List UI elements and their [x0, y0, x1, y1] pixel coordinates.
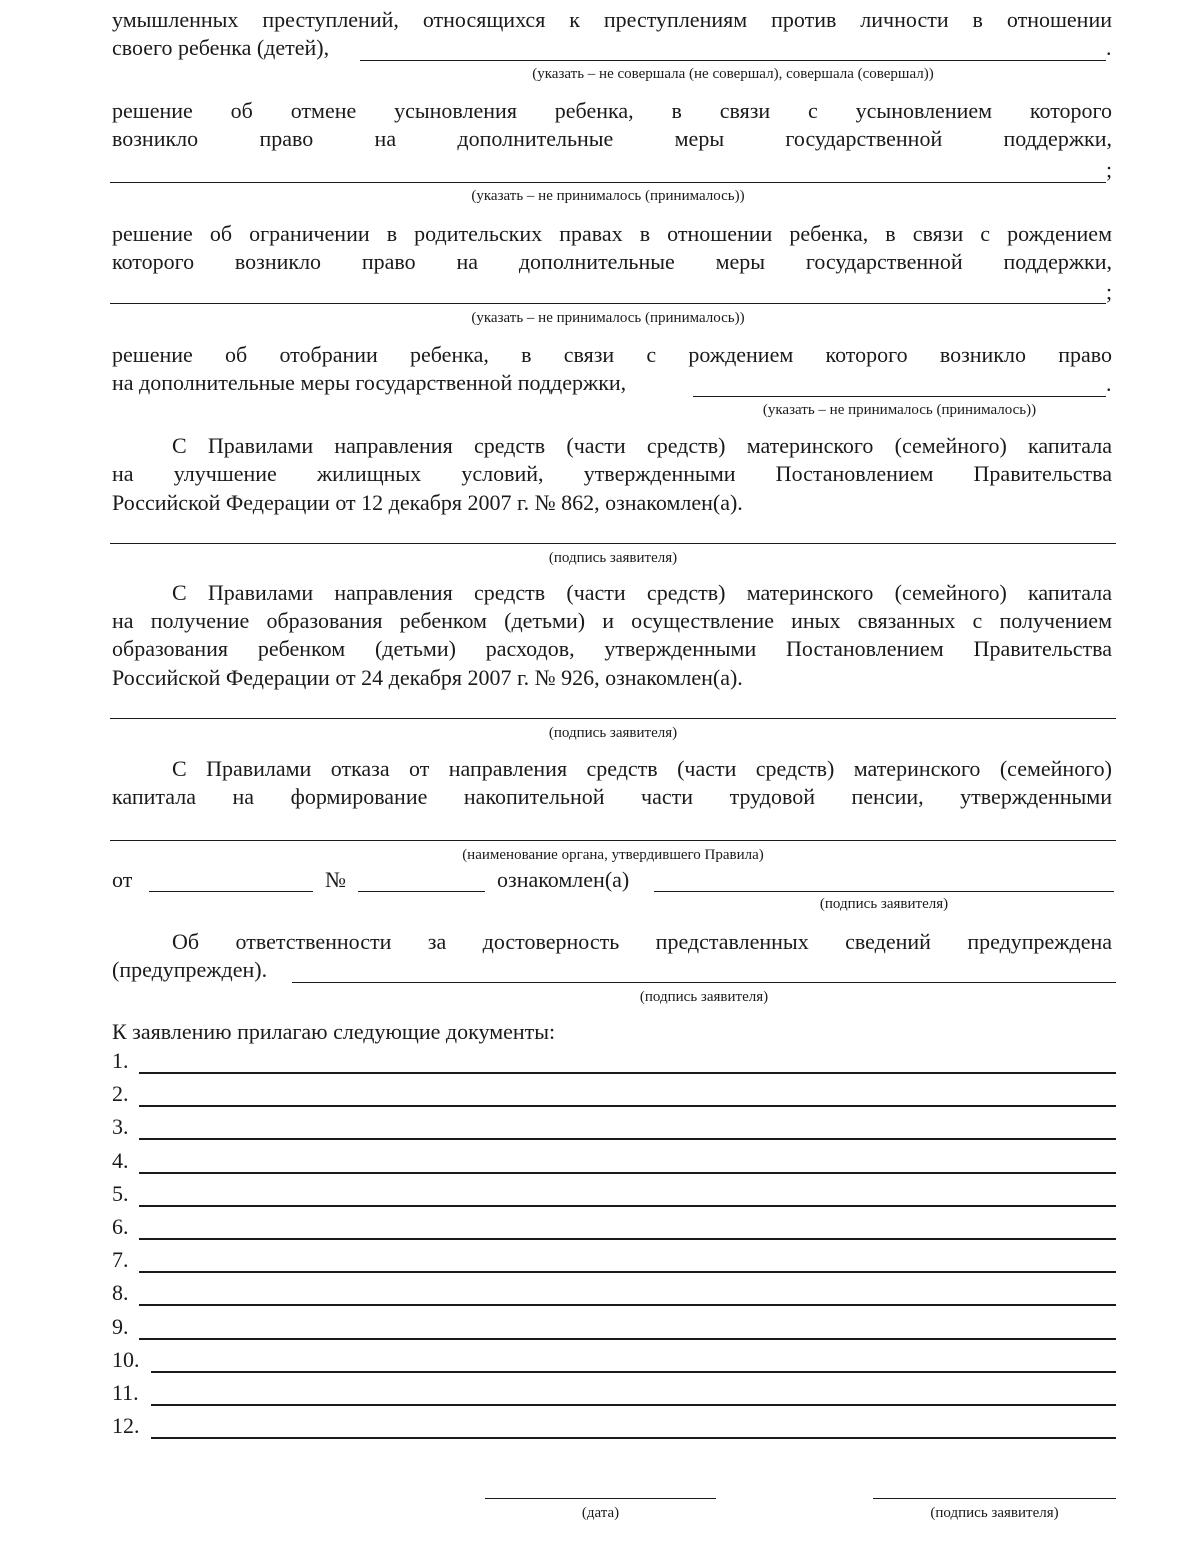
pension-date-field[interactable]	[149, 891, 313, 892]
pension-number-label: №	[325, 867, 346, 892]
rules862-signature-field[interactable]	[110, 543, 1116, 544]
rules926-signature-field[interactable]	[110, 718, 1116, 719]
pension-line1: С Правилами отказа от направления средств (части средств) материнского (семейного)	[172, 756, 1112, 781]
responsibility-signature-field[interactable]	[292, 982, 1116, 983]
section1-caption: (указать – не совершала (не совершал), совершала (совершал))	[532, 66, 934, 82]
attachment-number: 1.	[112, 1048, 129, 1073]
attachment-line-field[interactable]	[139, 1172, 1116, 1174]
rules862-line1: С Правилами направления средств (части средств) материнского (семейного) капитала	[172, 433, 1112, 458]
pension-from-label: от	[112, 867, 133, 892]
attachment-number: 4.	[112, 1147, 129, 1173]
attachment-line-field[interactable]	[139, 1105, 1116, 1107]
date-field[interactable]	[485, 1498, 716, 1499]
attachment-line-field[interactable]	[151, 1371, 1116, 1373]
pension-signature-field[interactable]	[654, 891, 1114, 892]
section1-line1: умышленных преступлений, относящихся к преступлениям против личности в отношении	[112, 7, 1112, 32]
section2-line1: решение об отмене усыновления ребенка, в связи с усыновлением которого	[112, 98, 1112, 123]
attachment-line-field[interactable]	[139, 1304, 1116, 1306]
pension-organ-field[interactable]	[110, 840, 1116, 841]
attachment-number: 6.	[112, 1214, 129, 1239]
section1-line2: своего ребенка (детей),	[112, 35, 330, 60]
section1-answer-field[interactable]	[360, 60, 1106, 61]
attachment-number: 9.	[112, 1313, 129, 1339]
final-signature-caption: (подпись заявителя)	[930, 1505, 1059, 1521]
rules862-line2: на улучшение жилищных условий, утвержденными Постановлением Правительства	[112, 461, 1112, 486]
attachment-line-field[interactable]	[139, 1205, 1116, 1207]
section4-line1: решение об отобрании ребенка, в связи с рождением которого возникло право	[112, 342, 1112, 367]
rules926-line3: образования ребенком (детьми) расходов, утвержденными Постановлением Правительства	[112, 636, 1112, 661]
section4-answer-field[interactable]	[693, 396, 1106, 397]
section4-line2: на дополнительные меры государственной поддержки,	[112, 370, 627, 395]
rules862-caption: (подпись заявителя)	[548, 550, 678, 566]
pension-number-field[interactable]	[358, 891, 485, 892]
section2-answer-field[interactable]	[110, 182, 1106, 183]
section1-end-mark: .	[1106, 35, 1112, 60]
attachment-number: 2.	[112, 1081, 129, 1107]
section4-caption: (указать – не принималось (принималось))	[762, 402, 1037, 418]
attachment-line-field[interactable]	[139, 1238, 1116, 1240]
pension-line2: капитала на формирование накопительной части трудовой пенсии, утвержденными	[112, 784, 1112, 809]
responsibility-caption: (подпись заявителя)	[639, 989, 769, 1005]
attachment-line-field[interactable]	[151, 1404, 1116, 1406]
section2-caption: (указать – не принималось (принималось))	[471, 188, 745, 204]
attachment-number: 8.	[112, 1280, 129, 1306]
final-signature-field[interactable]	[873, 1498, 1116, 1499]
responsibility-line1: Об ответственности за достоверность представленных сведений предупреждена	[172, 929, 1112, 954]
rules862-line3: Российской Федерации от 12 декабря 2007 г. № 862, ознакомлен(а).	[112, 490, 743, 515]
section3-caption: (указать – не принималось (принималось))	[471, 310, 745, 326]
attachment-number: 12.	[112, 1413, 140, 1439]
section2-end-mark: ;	[1106, 157, 1113, 182]
date-caption: (дата)	[581, 1505, 620, 1521]
attachment-line-field[interactable]	[139, 1072, 1116, 1074]
pension-acquainted-label: ознакомлен(а)	[497, 867, 630, 892]
section3-line2: которого возникло право на дополнительные меры государственной поддержки,	[112, 249, 1112, 274]
attachment-line-field[interactable]	[139, 1271, 1116, 1273]
attachment-number: 10.	[112, 1346, 140, 1372]
responsibility-line2: (предупрежден).	[112, 957, 268, 982]
rules926-line1: С Правилами направления средств (части средств) материнского (семейного) капитала	[172, 580, 1112, 605]
attachment-number: 5.	[112, 1180, 129, 1206]
section4-end-mark: .	[1106, 371, 1112, 396]
section3-end-mark: ;	[1106, 279, 1113, 304]
attachment-number: 11.	[112, 1380, 139, 1405]
pension-signature-caption: (подпись заявителя)	[819, 896, 949, 912]
attachment-line-field[interactable]	[139, 1138, 1116, 1140]
section3-answer-field[interactable]	[110, 303, 1106, 304]
rules926-line4: Российской Федерации от 24 декабря 2007 г. № 926, ознакомлен(а).	[112, 665, 743, 690]
pension-organ-caption: (наименование органа, утвердившего Правила)	[462, 847, 764, 863]
attachment-line-field[interactable]	[151, 1437, 1116, 1439]
section3-line1: решение об ограничении в родительских правах в отношении ребенка, в связи с рождением	[112, 221, 1112, 246]
attachments-title: К заявлению прилагаю следующие документы:	[112, 1019, 556, 1044]
section2-line2: возникло право на дополнительные меры государственной поддержки,	[112, 126, 1112, 151]
rules926-caption: (подпись заявителя)	[548, 725, 678, 741]
attachment-number: 7.	[112, 1247, 129, 1273]
rules926-line2: на получение образования ребенком (детьми) и осуществление иных связанных с получением	[112, 608, 1112, 633]
attachment-number: 3.	[112, 1114, 129, 1140]
attachment-line-field[interactable]	[139, 1338, 1116, 1340]
